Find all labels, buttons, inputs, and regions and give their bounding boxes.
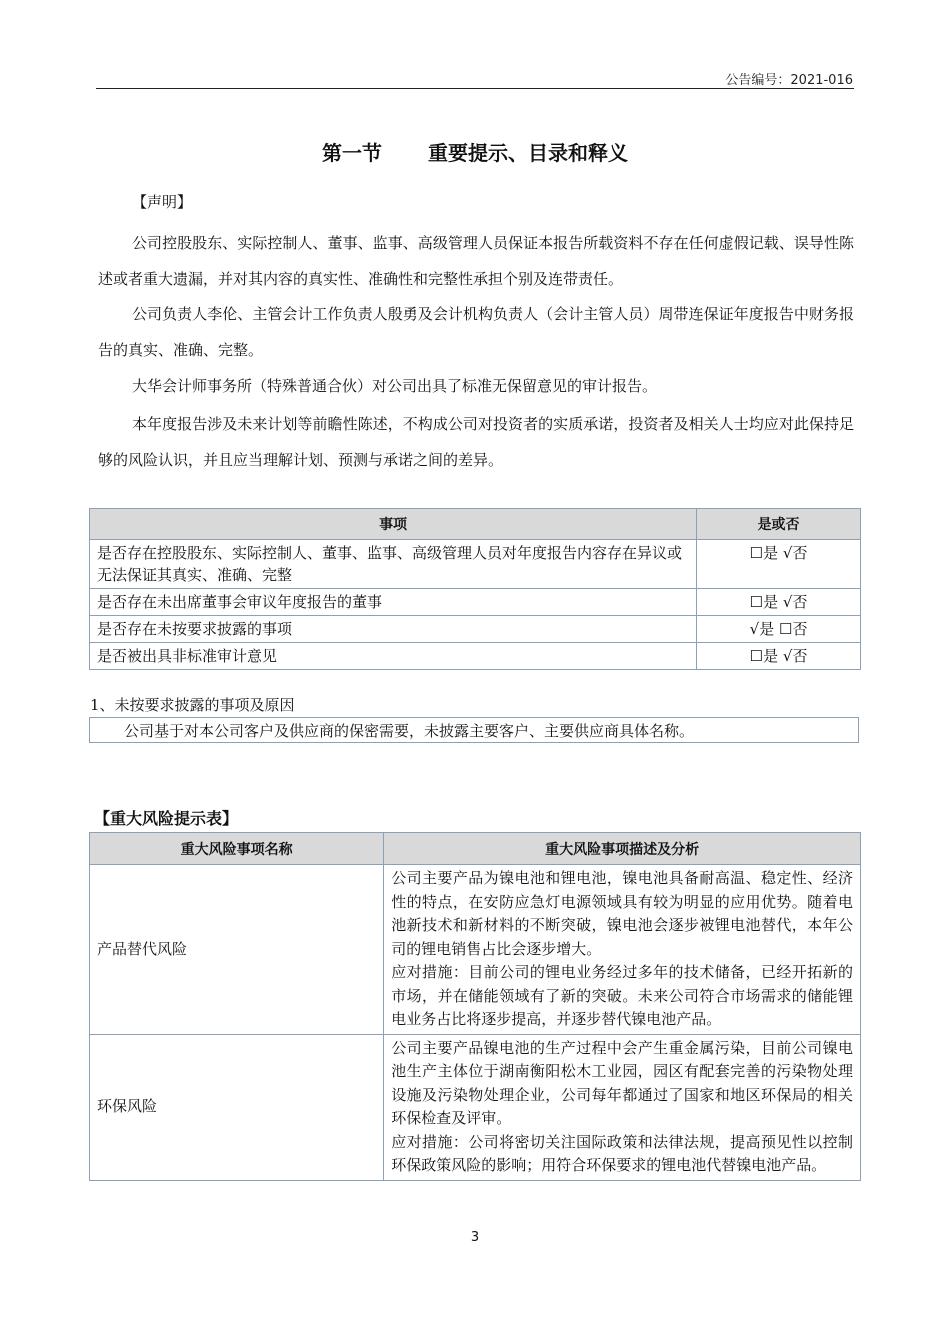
- declaration-paragraph: 公司负责人李伦、主管会计工作负责人殷勇及会计机构负责人（会计主管人员）周带连保证年度报告中财务报告的真实、准确、完整。: [98, 305, 854, 359]
- risk-description: 公司主要产品镍电池的生产过程中会产生重金属污染，目前公司镍电池生产主体位于湖南衡阳松木工业园，园区有配套完善的污染物处理设施及污染物处理企业，公司每年都通过了国家和地区环保局的相关环保检查及评审。: [391, 1038, 853, 1127]
- column-header: 是或否: [697, 509, 861, 540]
- matter-answer: √是 ☐否: [697, 616, 861, 643]
- risk-name: 产品替代风险: [90, 865, 384, 1035]
- risk-table-title: 【重大风险提示表】: [94, 809, 239, 828]
- table-row: [90, 1034, 861, 1180]
- matter-item: 是否被出具非标准审计意见: [90, 643, 697, 670]
- table-row: [90, 643, 861, 670]
- matter-answer: ☐是 √否: [697, 643, 861, 670]
- column-header: 重大风险事项名称: [90, 833, 384, 865]
- risk-measure: 应对措施：公司将密切关注国际政策和法律法规，提高预见性以控制环保政策风险的影响；用符合环保要求的锂电池代替镍电池产品。: [391, 1132, 853, 1174]
- matter-answer: ☐是 √否: [697, 540, 861, 589]
- declaration-paragraph: 大华会计师事务所（特殊普通合伙）对公司出具了标准无保留意见的审计报告。: [132, 377, 658, 395]
- section-title: [0, 137, 950, 166]
- risk-description-cell: [384, 865, 861, 1035]
- table-row: [90, 540, 861, 589]
- column-header: 事项: [90, 509, 697, 540]
- matter-answer: ☐是 √否: [697, 589, 861, 616]
- column-header: 重大风险事项描述及分析: [384, 833, 861, 865]
- table-header-row: [90, 509, 861, 540]
- risk-description-cell: [384, 1034, 861, 1180]
- matters-table: [89, 508, 861, 670]
- declaration-paragraph: 本年度报告涉及未来计划等前瞻性陈述，不构成公司对投资者的实质承诺，投资者及相关人士均应对此保持足够的风险认识，并且应当理解计划、预测与承诺之间的差异。: [98, 415, 854, 469]
- table-row: [90, 589, 861, 616]
- announcement-number: 公告编号：2021-016: [725, 73, 853, 88]
- matter-item: 是否存在控股股东、实际控制人、董事、监事、高级管理人员对年度报告内容存在异议或无法保证其真实、准确、完整: [90, 540, 697, 589]
- declaration-label: 【声明】: [132, 193, 193, 211]
- risk-measure: 应对措施：目前公司的锂电业务经过多年的技术储备，已经开拓新的市场，并在储能领域有了新的突破。未来公司符合市场需求的储能锂电业务占比将逐步提高，并逐步替代镍电池产品。: [391, 963, 853, 1028]
- risk-description: 公司主要产品为镍电池和锂电池，镍电池具备耐高温、稳定性、经济性的特点，在安防应急灯电源领域具有较为明显的应用优势。随着电池新技术和新材料的不断突破，镍电池会逐步被锂电池替代，本年公司的锂电销售占比会逐步增大。: [391, 869, 853, 958]
- section-title-text: 重要提示、目录和释义: [428, 141, 628, 165]
- section-number: 第一节: [322, 141, 382, 165]
- header-divider: [96, 88, 854, 89]
- matter-item: 是否存在未按要求披露的事项: [90, 616, 697, 643]
- undisclosed-reason: 公司基于对本公司客户及供应商的保密需要，未披露主要客户、主要供应商具体名称。: [89, 717, 859, 743]
- page-number: 3: [470, 1230, 480, 1245]
- undisclosed-heading: 1、未按要求披露的事项及原因: [90, 696, 295, 714]
- declaration-paragraph: 公司控股股东、实际控制人、董事、监事、高级管理人员保证本报告所载资料不存在任何虚假记载、误导性陈述或者重大遗漏，并对其内容的真实性、准确性和完整性承担个别及连带责任。: [98, 234, 854, 288]
- risk-name: 环保风险: [90, 1034, 384, 1180]
- risk-table: [89, 832, 861, 1181]
- table-row: [90, 865, 861, 1035]
- matter-item: 是否存在未出席董事会审议年度报告的董事: [90, 589, 697, 616]
- table-row: [90, 616, 861, 643]
- table-header-row: [90, 833, 861, 865]
